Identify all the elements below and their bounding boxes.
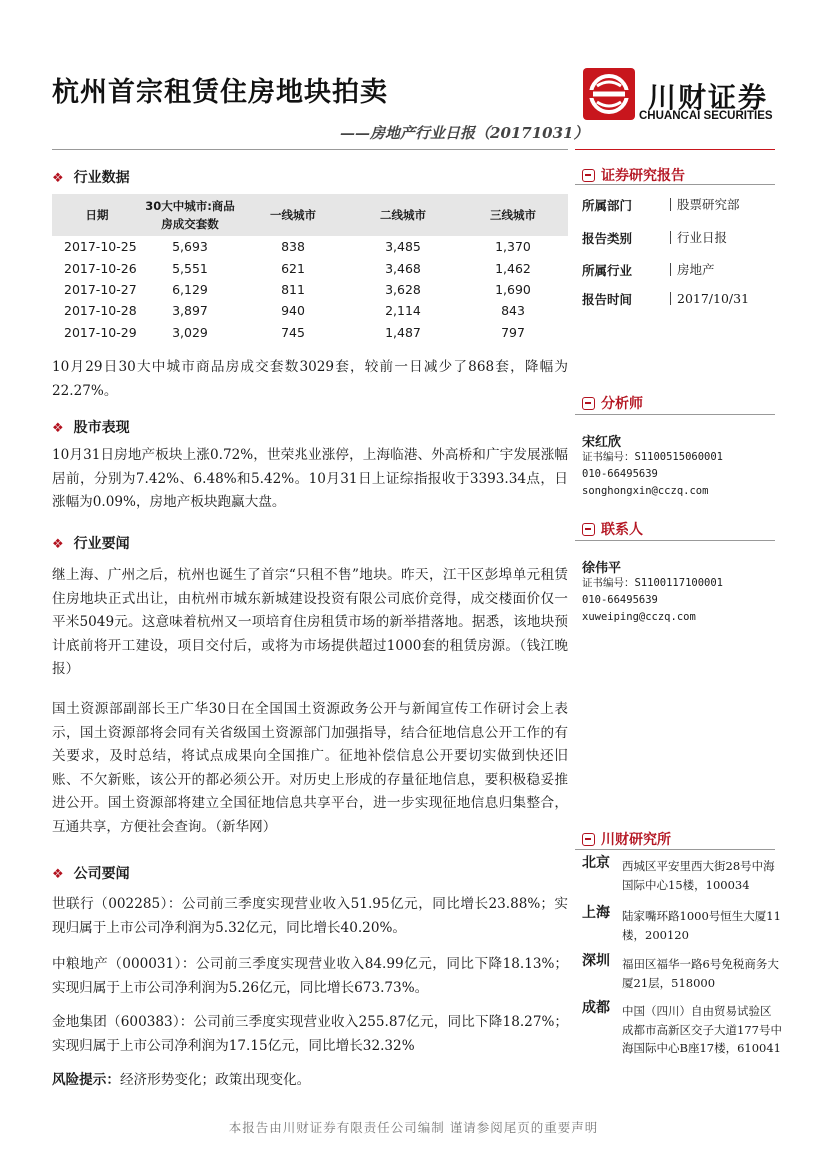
office-city: 深圳 (582, 953, 610, 969)
office-address: 西城区平安里西大街28号中海国际中心15楼，100034 (622, 859, 775, 892)
diamond-bullet-icon: ❖ (52, 867, 64, 882)
table-cell: 838 (281, 239, 305, 255)
table-cell: 1,690 (495, 281, 531, 297)
table-cell: 2017-10-28 (64, 303, 137, 319)
analyst-phone: 010-66495639 (582, 468, 658, 480)
section-title: 行业数据 (73, 170, 130, 186)
sidebar-report-title (582, 165, 685, 185)
table-cell: 2017-10-25 (64, 239, 137, 255)
data-summary-paragraph: 10月29日30大中城市商品房成交套数3029套，较前一日减少了868套，降幅为22.27%。 (52, 359, 568, 399)
section-title: 公司要闻 (73, 866, 130, 882)
table-cell: 3,485 (385, 239, 421, 255)
meta-label: 报告时间 (582, 292, 633, 307)
section-stock-market (52, 417, 130, 437)
contact-email: xuweiping@cczq.com (582, 611, 696, 623)
industry-news-paragraph-1: 继上海、广州之后，杭州也诞生了首宗“只租不售”地块。昨天，江干区彭埠单元租赁住房地块正式出让，由杭州市城东新城建设投资有限公司底价竞得，成交楼面价仅一平米5049元。这意味着杭州又一项培育住房租赁市场的新举措落地。据悉，该地块预计底前将开工建设，项目交付后，或将为市场提供超过1000套的租赁房源。（钱江晚报） (52, 567, 568, 677)
table-cell: 940 (281, 303, 305, 319)
section-box-icon (582, 833, 595, 846)
section-title: 行业要闻 (73, 536, 130, 552)
sidebar-title-text: 分析师 (601, 396, 643, 412)
table-cell: 621 (281, 260, 305, 276)
table-cell: 3,628 (385, 281, 421, 297)
sidebar-title-text: 川财研究所 (601, 832, 671, 848)
industry-news-paragraph-2: 国土资源部副部长王广华30日在全国国土资源政务公开与新闻宣传工作研讨会上表示，国土资源部将会同有关省级国土资源部门加强指导，结合征地信息公开工作的有关要求，及时总结，将试点成果向全国推广。征地补偿信息公开要切实做到快还旧账、不欠新账，该公开的都必须公开。对历史上形成的存量征地信息，要积极稳妥推进公开。国土资源部将建立全国征地信息共享平台，进一步实现征地信息归集整合，互通共享，方便社会查询。（新华网） (52, 701, 568, 835)
risk-label: 风险提示： (52, 1072, 120, 1088)
table-row (52, 300, 568, 321)
office-city: 成都 (582, 1000, 610, 1016)
table-header-text: 30大中城市:商品房成交套数 (145, 199, 235, 231)
table-cell: 3,468 (385, 260, 421, 276)
table-cell: 2017-10-27 (64, 281, 137, 297)
table-cell: 3,029 (172, 324, 208, 340)
contact-phone: 010-66495639 (582, 594, 658, 606)
company-news-item: 中粮地产（000031）：公司前三季度实现营业收入84.99亿元，同比下降18.13%；实现归属于上市公司净利润为5.26亿元，同比增长673.73%。 (52, 956, 568, 996)
table-cell: 2017-10-29 (64, 324, 137, 340)
table-cell: 1,462 (495, 260, 531, 276)
contact-cert: 证书编号：S1100117100001 (582, 577, 724, 589)
table-header: 日期 (52, 194, 142, 236)
analyst-name: 宋红欣 (582, 435, 622, 450)
sidebar-title-text: 联系人 (601, 522, 643, 538)
meta-label: 报告类别 (582, 231, 633, 246)
sidebar-analyst-title (582, 393, 643, 413)
table-row (52, 322, 568, 343)
table-cell: 3,897 (172, 303, 208, 319)
table-row (52, 236, 568, 257)
risk-warning (52, 1069, 568, 1093)
header-divider (52, 149, 568, 150)
office-address: 福田区福华一路6号免税商务大厦21层，518000 (622, 957, 779, 990)
section-industry-news (52, 533, 130, 553)
sidebar-divider (575, 184, 775, 185)
sidebar-divider (575, 414, 775, 415)
meta-value: 2017/10/31 (670, 292, 749, 305)
table-cell: 5,693 (172, 239, 208, 255)
section-industry-data (52, 167, 130, 187)
company-news-item: 金地集团（600383）：公司前三季度实现营业收入255.87亿元，同比下降18.27%；实现归属于上市公司净利润为17.15亿元，同比增长32.32% (52, 1014, 568, 1054)
table-cell: 5,551 (172, 260, 208, 276)
table-row (52, 257, 568, 278)
table-header (142, 194, 238, 236)
table-cell: 1,487 (385, 324, 421, 340)
market-paragraph: 10月31日房地产板块上涨0.72%，世荣兆业涨停，上海临港、外高桥和广宇发展涨幅居前，分别为7.42%、6.48%和5.42%。10月31日上证综指报收于3393.34点，日涨幅为0.09%，房地产板块跑赢大盘。 (52, 447, 568, 510)
office-city: 上海 (582, 905, 610, 921)
header-divider-right (575, 149, 775, 150)
risk-text: 经济形势变化；政策出现变化。 (119, 1072, 311, 1088)
brand-name: 川财证券 (648, 81, 769, 114)
table-cell: 2017-10-26 (64, 260, 137, 276)
meta-label: 所属部门 (582, 198, 633, 213)
table-cell: 2,114 (385, 303, 421, 319)
table-cell: 843 (501, 303, 525, 319)
table-header-row (52, 194, 568, 236)
contact-name: 徐伟平 (582, 561, 622, 576)
office-address: 陆家嘴环路1000号恒生大厦11楼，200120 (622, 909, 781, 942)
diamond-bullet-icon: ❖ (52, 421, 64, 436)
company-news-item: 世联行（002285）：公司前三季度实现营业收入51.95亿元，同比增长23.88%；实现归属于上市公司净利润为5.32亿元，同比增长40.20%。 (52, 896, 568, 936)
meta-value: 行业日报 (670, 231, 727, 244)
sidebar-institute-title (582, 829, 671, 849)
sidebar-contact-title (582, 519, 643, 539)
table-cell: 745 (281, 324, 305, 340)
chuancai-logo-icon (583, 68, 635, 120)
section-box-icon (582, 169, 595, 182)
table-cell: 811 (281, 281, 305, 297)
table-cell: 1,370 (495, 239, 531, 255)
table-header: 三线城市 (458, 194, 568, 236)
diamond-bullet-icon: ❖ (52, 171, 64, 186)
footer-disclaimer: 本报告由川财证券有限责任公司编制 谨请参阅尾页的重要声明 (228, 1120, 599, 1135)
report-subtitle: ——房地产行业日报（20171031） (340, 124, 589, 142)
office-city: 北京 (582, 855, 610, 871)
table-header: 一线城市 (238, 194, 348, 236)
section-company-news (52, 863, 130, 883)
meta-label: 所属行业 (582, 263, 633, 278)
analyst-cert: 证书编号：S1100515060001 (582, 451, 724, 463)
meta-value: 股票研究部 (670, 198, 740, 211)
brand-name-english: CHUANCAI SECURITIES (639, 110, 773, 122)
sidebar-title-text: 证券研究报告 (601, 168, 685, 184)
sidebar-divider (575, 540, 775, 541)
diamond-bullet-icon: ❖ (52, 537, 64, 552)
section-box-icon (582, 397, 595, 410)
page-title: 杭州首宗租赁住房地块拍卖 (52, 77, 388, 108)
table-cell: 6,129 (172, 281, 208, 297)
meta-value: 房地产 (670, 263, 715, 276)
sales-data-table (52, 194, 568, 343)
table-row (52, 279, 568, 300)
sidebar-divider (575, 849, 775, 850)
table-header: 二线城市 (348, 194, 458, 236)
table-cell: 797 (501, 324, 525, 340)
analyst-email: songhongxin@cczq.com (582, 485, 709, 497)
section-title: 股市表现 (73, 420, 130, 436)
section-box-icon (582, 523, 595, 536)
office-address: 中国（四川）自由贸易试验区成都市高新区交子大道177号中海国际中心B座17楼，610041 (622, 1004, 782, 1055)
